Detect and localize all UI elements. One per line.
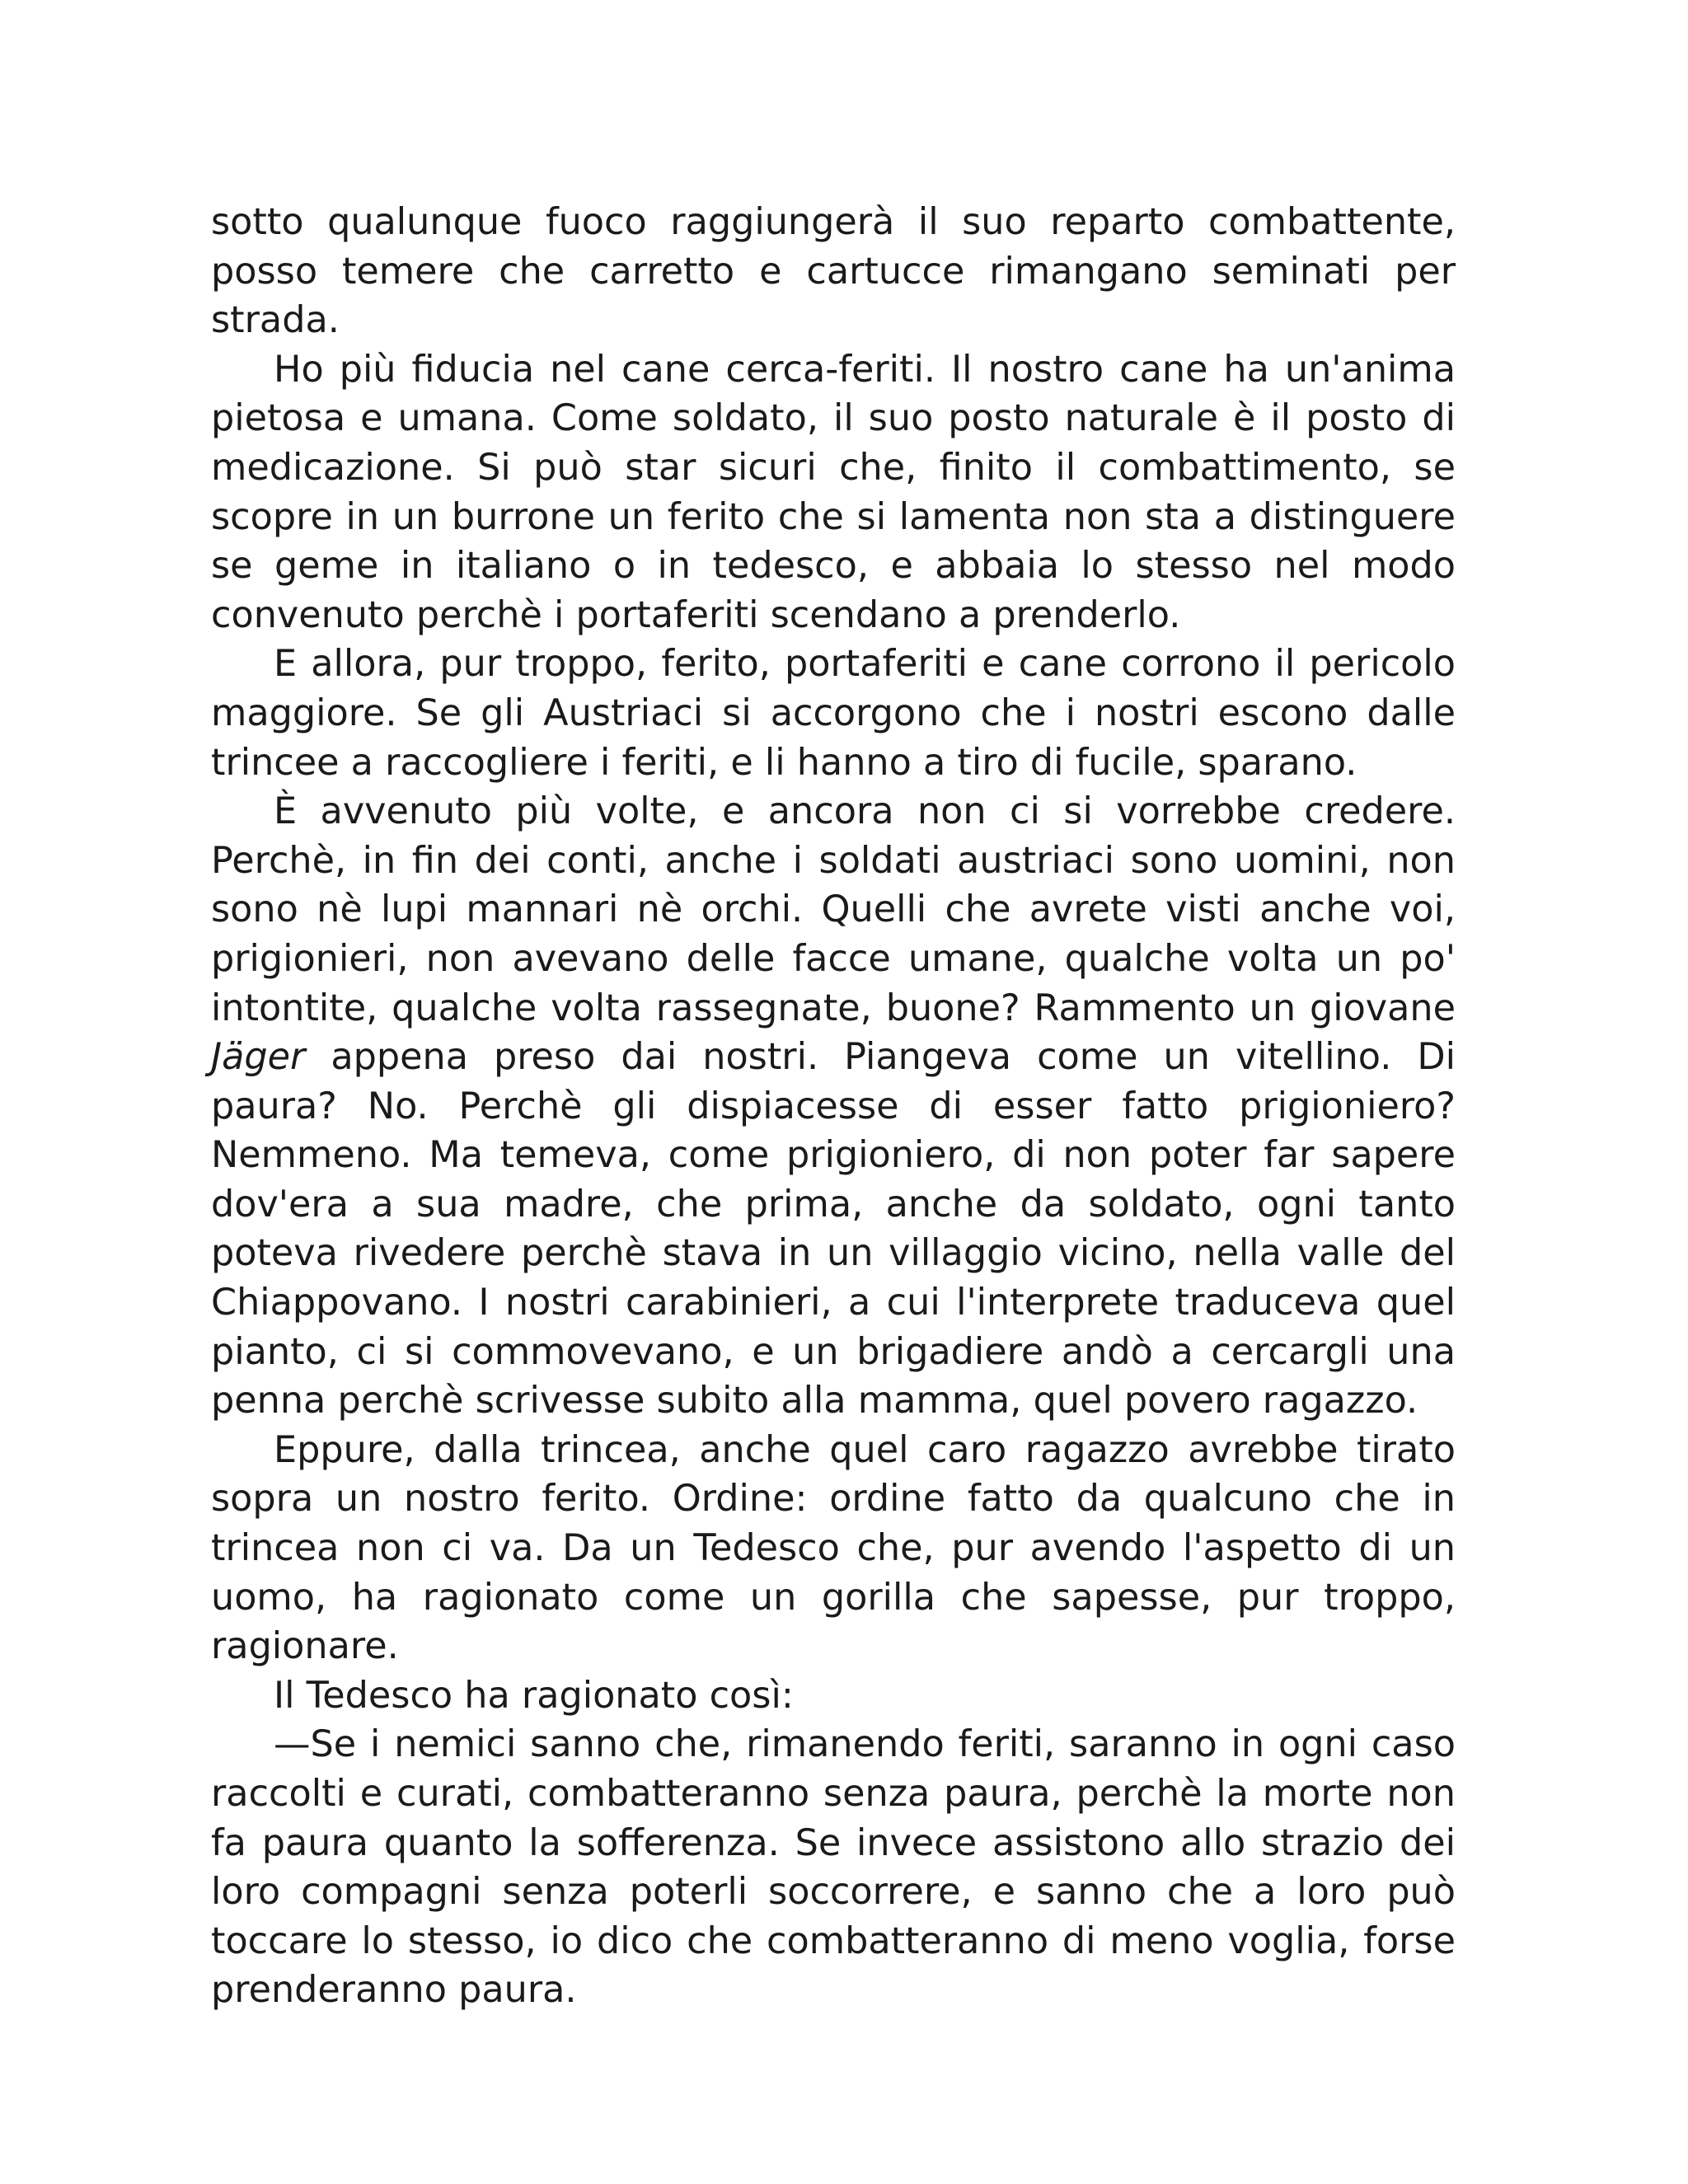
document-page <box>211 198 1456 2015</box>
paragraph-4 <box>211 787 1456 1426</box>
paragraph-6 <box>211 1671 1456 1721</box>
paragraph-2 <box>211 345 1456 640</box>
paragraph-7 <box>211 1720 1456 2015</box>
paragraph-1-text: sotto qualunque fuoco raggiungerà il suo reparto combattente, posso temere che carretto e cartucce rimangano seminati per strada. <box>211 201 1456 342</box>
paragraph-2-text: Ho più fiducia nel cane cerca-feriti. Il nostro cane ha un'anima pietosa e umana. Come soldato, il suo posto naturale è il posto di medicazione. Si può star sicuri che, finito il combattimento, se scopre in un burrone un ferito che si lamenta non sta a distinguere se geme in italiano o in tedesco, e abbaia lo stesso nel modo convenuto perchè i portaferiti scendano a prenderlo. <box>211 348 1456 636</box>
paragraph-3-text: E allora, pur troppo, ferito, portaferiti e cane corrono il pericolo maggiore. Se gli Austriaci si accorgono che i nostri escono dalle trincee a raccogliere i feriti, e li hanno a tiro di fucile, sparano. <box>211 643 1456 784</box>
paragraph-4-text-a: È avvenuto più volte, e ancora non ci si vorrebbe credere. Perchè, in fin dei conti, anche i soldati austriaci sono uomini, non sono nè lupi mannari nè orchi. Quelli che avrete visti anche voi, prigionieri, non avevano delle facce umane, qualche volta un po' intontite, qualche volta rassegnate, buone? Rammento un giovane <box>211 790 1456 1029</box>
paragraph-5 <box>211 1426 1456 1671</box>
paragraph-5-text: Eppure, dalla trincea, anche quel caro ragazzo avrebbe tirato sopra un nostro ferito. Ordine: ordine fatto da qualcuno che in trincea non ci va. Da un Tedesco che, pur avendo l'aspetto di un uomo, ha ragionato come un gorilla che sapesse, pur troppo, ragionare. <box>211 1428 1456 1668</box>
paragraph-3 <box>211 640 1456 787</box>
paragraph-1 <box>211 198 1456 345</box>
paragraph-4-text-b: appena preso dai nostri. Piangeva come un vitellino. Di paura? No. Perchè gli dispiacesse di esser fatto prigioniero? Nemmeno. Ma temeva, come prigioniero, di non poter far sapere dov'era a sua madre, che prima, anche da soldato, ogni tanto poteva rivedere perchè stava in un villaggio vicino, nella valle del Chiappovano. I nostri carabinieri, a cui l'interprete traduceva quel pianto, ci si commovevano, e un brigadiere andò a cercargli una penna perchè scrivesse subito alla mamma, quel povero ragazzo. <box>211 1036 1456 1422</box>
paragraph-6-text: Il Tedesco ha ragionato così: <box>274 1674 794 1717</box>
paragraph-7-text: —Se i nemici sanno che, rimanendo feriti, saranno in ogni caso raccolti e curati, combatteranno senza paura, perchè la morte non fa paura quanto la sofferenza. Se invece assistono allo strazio dei loro compagni senza poterli soccorrere, e sanno che a loro può toccare lo stesso, io dico che combatteranno di meno voglia, forse prenderanno paura. <box>211 1723 1456 2012</box>
paragraph-4-italic-word: Jäger <box>211 1036 306 1079</box>
